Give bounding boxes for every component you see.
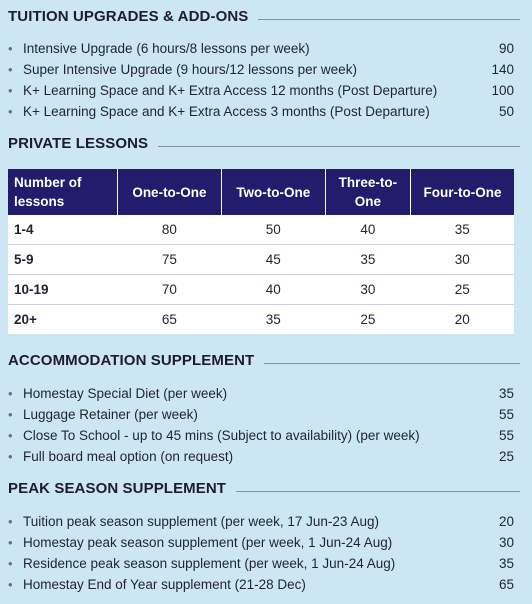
table-cell: 65 [118,305,222,335]
accommodation-list [0,383,532,467]
item-price: 50 [498,104,514,119]
private-lessons-table [8,169,514,334]
list-item [0,383,532,404]
list-item [0,80,532,101]
list-item [0,511,532,532]
table-cell: 80 [118,215,222,245]
peak-list [0,511,532,595]
column-header: One-to-One [118,169,222,215]
table-cell: 10-19 [8,275,118,305]
item-price: 35 [498,556,514,571]
section-title: ACCOMMODATION SUPPLEMENT [8,352,255,369]
divider [258,19,520,20]
item-label: • Intensive Upgrade (6 hours/8 lessons per week) [8,41,310,56]
item-price: 30 [498,535,514,550]
table-cell: 30 [411,245,514,275]
list-item [0,38,532,59]
table-cell: 45 [221,245,325,275]
item-label: • Luggage Retainer (per week) [8,407,198,422]
table-cell: 40 [325,215,410,245]
item-label: • K+ Learning Space and K+ Extra Access 3 months (Post Departure) [8,104,430,119]
table-cell: 35 [325,245,410,275]
divider [158,146,520,147]
section-title: PRIVATE LESSONS [8,135,149,152]
table-cell: 25 [325,305,410,335]
list-item [0,446,532,467]
table-cell: 50 [221,215,325,245]
item-label: • K+ Learning Space and K+ Extra Access 12 months (Post Departure) [8,83,437,98]
column-header: Four-to-One [411,169,514,215]
list-item [0,553,532,574]
accommodation-section-header [8,352,520,369]
table-cell: 35 [221,305,325,335]
table-cell: 40 [221,275,325,305]
list-item [0,101,532,122]
item-label: • Full board meal option (on request) [8,449,233,464]
table-row [8,215,514,245]
item-price: 90 [498,41,514,56]
table-row [8,245,514,275]
item-price: 55 [498,428,514,443]
item-label: • Homestay Special Diet (per week) [8,386,227,401]
item-label: • Homestay peak season supplement (per week, 1 Jun-24 Aug) [8,535,392,550]
item-price: 25 [498,449,514,464]
column-header: Two-to-One [221,169,325,215]
table-row [8,275,514,305]
list-item [0,574,532,595]
item-label: • Super Intensive Upgrade (9 hours/12 lessons per week) [8,62,357,77]
item-label: • Tuition peak season supplement (per week, 17 Jun-23 Aug) [8,514,379,529]
item-price: 140 [491,62,514,77]
table-cell: 35 [411,215,514,245]
item-label: • Residence peak season supplement (per week, 1 Jun-24 Aug) [8,556,395,571]
section-title: PEAK SEASON SUPPLEMENT [8,480,227,497]
list-item [0,404,532,425]
table-cell: 20 [411,305,514,335]
item-label: • Homestay End of Year supplement (21-28 Dec) [8,577,306,592]
list-item [0,59,532,80]
tuition-section-header [8,8,520,25]
list-item [0,425,532,446]
item-label: • Close To School - up to 45 mins (Subject to availability) (per week) [8,428,420,443]
list-item [0,532,532,553]
table-cell: 75 [118,245,222,275]
peak-section-header [8,480,520,497]
section-title: TUITION UPGRADES & ADD-ONS [8,8,249,25]
table-row [8,305,514,335]
table-cell: 70 [118,275,222,305]
item-price: 65 [498,577,514,592]
table-cell: 30 [325,275,410,305]
table-cell: 1-4 [8,215,118,245]
table-cell: 20+ [8,305,118,335]
item-price: 20 [498,514,514,529]
divider [236,491,520,492]
item-price: 100 [491,83,514,98]
column-header: Three-to-One [325,169,410,215]
table-header-row [8,169,514,215]
private-section-header [8,135,520,152]
table-cell: 5-9 [8,245,118,275]
tuition-list [0,38,532,122]
item-price: 55 [498,407,514,422]
divider [264,363,520,364]
item-price: 35 [498,386,514,401]
column-header: Number of lessons [8,169,118,215]
table-cell: 25 [411,275,514,305]
